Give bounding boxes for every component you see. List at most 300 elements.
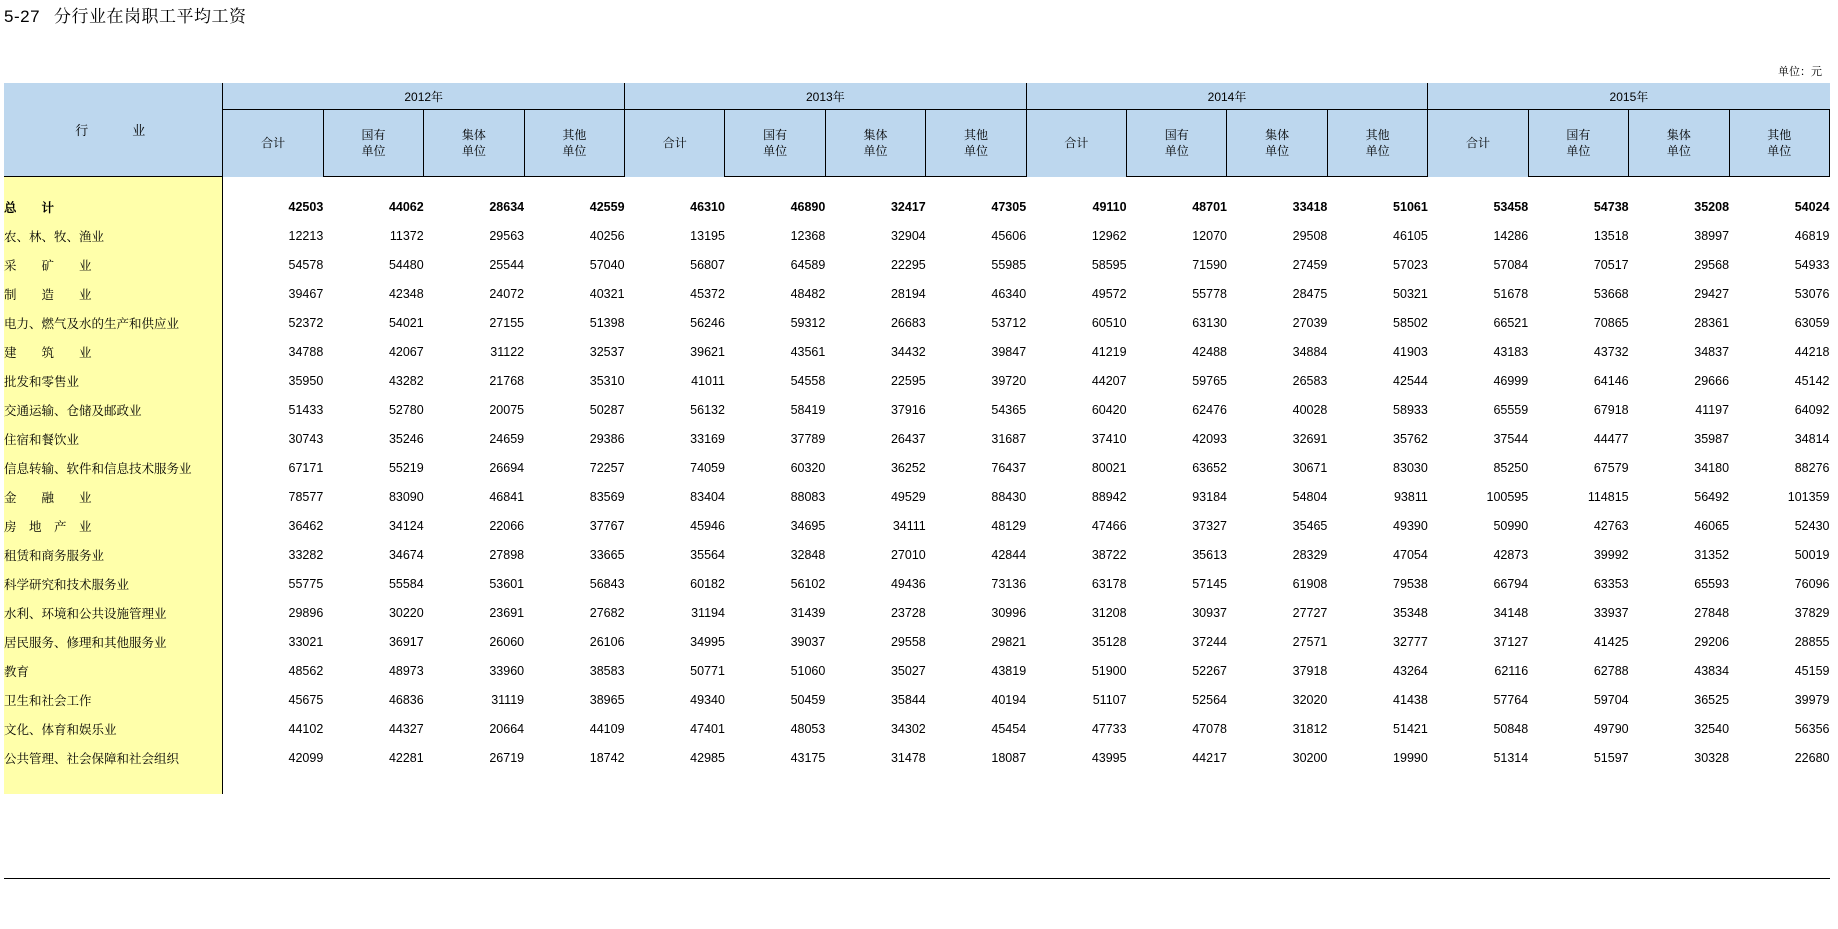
row-value-cell: 29896: [288, 605, 324, 620]
row-value-cell: 37410: [1091, 431, 1127, 446]
row-value-cell: 41903: [1393, 344, 1428, 359]
row-value-cell: 51678: [1493, 286, 1529, 301]
row-value-cell: 114815: [1587, 489, 1629, 504]
row-value-cell: 66794: [1493, 576, 1529, 591]
row-value-cell: 48482: [790, 286, 826, 301]
row-value-cell: 46890: [790, 199, 826, 214]
subheader-2013-state: 国有 单位: [725, 110, 825, 177]
row-value-cell: 29206: [1694, 634, 1730, 649]
row-value-cell: 43819: [991, 663, 1027, 678]
row-value-cell: 32537: [589, 344, 625, 359]
row-value-cell: 37327: [1192, 518, 1227, 533]
row-value-cell: 59765: [1192, 373, 1227, 388]
row-value-cell: 44062: [388, 199, 424, 214]
row-value-cell: 30937: [1192, 605, 1227, 620]
row-value-cell: 34111: [892, 518, 926, 533]
row-value-cell: 35465: [1292, 518, 1328, 533]
row-value-cell: 29666: [1694, 373, 1730, 388]
row-value-cell: 76096: [1794, 576, 1830, 591]
row-value-cell: 72257: [589, 460, 625, 475]
row-value-cell: 34180: [1694, 460, 1730, 475]
header-year-2012: 2012年: [223, 83, 625, 110]
row-value-cell: 41425: [1593, 634, 1629, 649]
row-value-cell: 51900: [1091, 663, 1127, 678]
row-value-cell: 35246: [388, 431, 424, 446]
row-value-cell: 27682: [589, 605, 625, 620]
row-value-cell: 50771: [690, 663, 725, 678]
row-value-cell: 29427: [1694, 286, 1730, 301]
table-row: [4, 337, 1830, 366]
row-value-cell: 29558: [890, 634, 926, 649]
row-value-cell: 26060: [489, 634, 525, 649]
row-value-cell: 57023: [1393, 257, 1428, 272]
row-value-cell: 36462: [288, 518, 324, 533]
row-value-cell: 44327: [388, 721, 424, 736]
row-value-cell: 47305: [991, 199, 1027, 214]
row-value-cell: 35762: [1393, 431, 1428, 446]
row-value-cell: 39467: [288, 286, 324, 301]
row-value-cell: 38722: [1091, 547, 1127, 562]
table-body: [4, 177, 1830, 795]
row-value-cell: 25544: [489, 257, 525, 272]
row-value-cell: 42067: [388, 344, 424, 359]
row-value-cell: 56807: [690, 257, 725, 272]
row-value-cell: 51314: [1493, 750, 1529, 765]
table-row: [4, 598, 1830, 627]
row-value-cell: 67918: [1593, 402, 1629, 417]
row-value-cell: 35987: [1694, 431, 1730, 446]
row-value-cell: 49529: [890, 489, 926, 504]
row-value-cell: 52780: [388, 402, 424, 417]
header-year-2013: 2013年: [625, 83, 1027, 110]
row-value-cell: 60510: [1091, 315, 1127, 330]
row-value-cell: 93184: [1192, 489, 1227, 504]
row-industry-label: 教育: [4, 656, 223, 685]
row-value-cell: 65559: [1493, 402, 1529, 417]
row-value-cell: 59704: [1593, 692, 1629, 707]
row-value-cell: 51060: [790, 663, 826, 678]
row-value-cell: 54480: [388, 257, 424, 272]
row-value-cell: 32020: [1292, 692, 1328, 707]
row-value-cell: 55778: [1192, 286, 1227, 301]
row-value-cell: 27571: [1292, 634, 1328, 649]
wage-table: [4, 83, 1830, 794]
row-value-cell: 54804: [1292, 489, 1328, 504]
header-year-2014: 2014年: [1026, 83, 1428, 110]
header-year-2015: 2015年: [1428, 83, 1830, 110]
row-value-cell: 37767: [589, 518, 625, 533]
row-value-cell: 42559: [589, 199, 625, 214]
table-row: [4, 714, 1830, 743]
row-value-cell: 31478: [890, 750, 926, 765]
header-gap-row: [4, 177, 1830, 193]
row-value-cell: 26683: [890, 315, 926, 330]
row-value-cell: 54738: [1593, 199, 1629, 214]
row-value-cell: 37244: [1192, 634, 1227, 649]
subheader-2014-state: 国有 单位: [1127, 110, 1227, 177]
row-value-cell: 34124: [388, 518, 424, 533]
row-value-cell: 29563: [489, 228, 525, 243]
subheader-2013-collective: 集体 单位: [825, 110, 925, 177]
row-value-cell: 57040: [589, 257, 625, 272]
bottom-rule: [4, 878, 1830, 879]
subheader-2012-collective: 集体 单位: [424, 110, 524, 177]
row-value-cell: 36252: [890, 460, 926, 475]
row-value-cell: 51398: [589, 315, 625, 330]
row-industry-label: 建 筑 业: [4, 337, 223, 366]
row-value-cell: 28329: [1292, 547, 1328, 562]
table-row: [4, 540, 1830, 569]
row-value-cell: 80021: [1091, 460, 1127, 475]
row-value-cell: 54933: [1794, 257, 1830, 272]
row-value-cell: 49110: [1092, 199, 1127, 214]
row-value-cell: 18087: [991, 750, 1027, 765]
row-value-cell: 45675: [288, 692, 324, 707]
table-row: [4, 569, 1830, 598]
row-value-cell: 48562: [288, 663, 324, 678]
row-value-cell: 37918: [1292, 663, 1328, 678]
row-value-cell: 32417: [890, 199, 926, 214]
row-value-cell: 33665: [589, 547, 625, 562]
row-value-cell: 31208: [1091, 605, 1127, 620]
row-value-cell: 61908: [1292, 576, 1328, 591]
row-value-cell: 46340: [991, 286, 1027, 301]
row-value-cell: 47733: [1091, 721, 1127, 736]
row-value-cell: 28361: [1694, 315, 1730, 330]
row-value-cell: 71590: [1192, 257, 1227, 272]
row-value-cell: 70865: [1593, 315, 1629, 330]
row-value-cell: 59312: [790, 315, 826, 330]
row-value-cell: 39992: [1593, 547, 1629, 562]
subheader-2013-other: 其他 单位: [926, 110, 1026, 177]
row-value-cell: 56246: [690, 315, 725, 330]
row-value-cell: 32691: [1292, 431, 1328, 446]
row-value-cell: 49572: [1091, 286, 1127, 301]
row-industry-label: 交通运输、仓储及邮政业: [4, 395, 223, 424]
row-value-cell: 52372: [288, 315, 324, 330]
row-value-cell: 39847: [991, 344, 1027, 359]
row-value-cell: 34995: [690, 634, 725, 649]
row-value-cell: 26719: [489, 750, 525, 765]
row-industry-label: 文化、体育和娱乐业: [4, 714, 223, 743]
row-value-cell: 29386: [589, 431, 625, 446]
row-industry-label: 批发和零售业: [4, 366, 223, 395]
gap-industry-cell: [4, 177, 223, 193]
row-value-cell: 51597: [1593, 750, 1629, 765]
row-value-cell: 65593: [1694, 576, 1730, 591]
row-value-cell: 31194: [691, 605, 725, 620]
subheader-2014-collective: 集体 单位: [1227, 110, 1327, 177]
row-value-cell: 26437: [890, 431, 926, 446]
table-row: [4, 250, 1830, 279]
row-value-cell: 55219: [388, 460, 424, 475]
row-value-cell: 30671: [1292, 460, 1328, 475]
row-value-cell: 41438: [1393, 692, 1428, 707]
row-value-cell: 32904: [890, 228, 926, 243]
row-value-cell: 11372: [389, 228, 424, 243]
row-value-cell: 50990: [1493, 518, 1529, 533]
row-value-cell: 35310: [589, 373, 625, 388]
row-value-cell: 33021: [288, 634, 324, 649]
row-value-cell: 47466: [1091, 518, 1127, 533]
row-value-cell: 48053: [790, 721, 826, 736]
row-value-cell: 64092: [1794, 402, 1830, 417]
row-value-cell: 53458: [1493, 199, 1529, 214]
subheader-2012-other: 其他 单位: [524, 110, 624, 177]
row-value-cell: 27459: [1292, 257, 1328, 272]
subheader-2012-total: 合计: [223, 110, 323, 177]
row-value-cell: 39037: [790, 634, 826, 649]
row-value-cell: 34695: [790, 518, 826, 533]
row-value-cell: 12070: [1192, 228, 1227, 243]
row-value-cell: 53668: [1593, 286, 1629, 301]
row-value-cell: 53076: [1794, 286, 1830, 301]
row-value-cell: 50019: [1794, 547, 1830, 562]
subheader-2015-other: 其他 单位: [1729, 110, 1829, 177]
tail-industry-cell: [4, 772, 223, 794]
row-value-cell: 37916: [890, 402, 926, 417]
row-value-cell: 67579: [1593, 460, 1629, 475]
row-value-cell: 52267: [1192, 663, 1227, 678]
row-value-cell: 64589: [790, 257, 826, 272]
row-value-cell: 67171: [288, 460, 324, 475]
row-value-cell: 28475: [1292, 286, 1328, 301]
table-row: [4, 424, 1830, 453]
row-value-cell: 55584: [388, 576, 424, 591]
row-value-cell: 54558: [790, 373, 826, 388]
row-value-cell: 51107: [1092, 692, 1127, 707]
row-value-cell: 85250: [1493, 460, 1529, 475]
row-value-cell: 22595: [890, 373, 926, 388]
row-value-cell: 35027: [890, 663, 926, 678]
row-value-cell: 50321: [1393, 286, 1428, 301]
row-value-cell: 27010: [890, 547, 926, 562]
row-industry-label: 采 矿 业: [4, 250, 223, 279]
row-industry-label: 总 计: [4, 192, 223, 221]
row-value-cell: 63652: [1192, 460, 1227, 475]
row-value-cell: 42873: [1493, 547, 1529, 562]
row-value-cell: 34837: [1694, 344, 1730, 359]
row-value-cell: 39621: [690, 344, 725, 359]
row-value-cell: 45159: [1794, 663, 1830, 678]
year-header-row: [4, 83, 1830, 110]
row-value-cell: 44217: [1192, 750, 1227, 765]
row-value-cell: 48129: [991, 518, 1027, 533]
table-row: [4, 627, 1830, 656]
row-value-cell: 34432: [890, 344, 926, 359]
row-industry-label: 住宿和餐饮业: [4, 424, 223, 453]
row-value-cell: 34884: [1292, 344, 1328, 359]
row-value-cell: 31352: [1694, 547, 1730, 562]
row-industry-label: 卫生和社会工作: [4, 685, 223, 714]
row-industry-label: 电力、燃气及水的生产和供应业: [4, 308, 223, 337]
row-value-cell: 45142: [1794, 373, 1830, 388]
row-value-cell: 40194: [991, 692, 1027, 707]
row-value-cell: 41197: [1695, 402, 1730, 417]
row-value-cell: 38997: [1694, 228, 1730, 243]
row-value-cell: 54021: [388, 315, 424, 330]
row-value-cell: 88430: [991, 489, 1027, 504]
row-value-cell: 33937: [1593, 605, 1629, 620]
row-value-cell: 20664: [489, 721, 525, 736]
row-value-cell: 23691: [489, 605, 525, 620]
row-value-cell: 58933: [1393, 402, 1428, 417]
row-value-cell: 50287: [589, 402, 625, 417]
subheader-2014-total: 合计: [1026, 110, 1126, 177]
row-value-cell: 56843: [589, 576, 625, 591]
row-value-cell: 46065: [1694, 518, 1730, 533]
row-value-cell: 24659: [489, 431, 525, 446]
row-value-cell: 44207: [1091, 373, 1127, 388]
row-value-cell: 33960: [489, 663, 525, 678]
row-industry-label: 房 地 产 业: [4, 511, 223, 540]
table-row: [4, 685, 1830, 714]
row-value-cell: 39979: [1794, 692, 1830, 707]
row-value-cell: 43995: [1091, 750, 1127, 765]
row-value-cell: 14286: [1493, 228, 1529, 243]
row-value-cell: 42488: [1192, 344, 1227, 359]
row-value-cell: 79538: [1393, 576, 1428, 591]
row-value-cell: 57764: [1493, 692, 1529, 707]
row-value-cell: 43175: [790, 750, 826, 765]
row-value-cell: 45946: [690, 518, 725, 533]
row-value-cell: 47054: [1393, 547, 1428, 562]
row-value-cell: 35564: [690, 547, 725, 562]
row-value-cell: 43264: [1393, 663, 1428, 678]
row-value-cell: 54578: [288, 257, 324, 272]
row-value-cell: 13195: [690, 228, 725, 243]
row-value-cell: 63178: [1091, 576, 1127, 591]
row-value-cell: 34814: [1794, 431, 1830, 446]
row-value-cell: 23728: [890, 605, 926, 620]
row-value-cell: 50459: [790, 692, 826, 707]
row-value-cell: 27039: [1292, 315, 1328, 330]
row-value-cell: 51061: [1393, 199, 1428, 214]
row-value-cell: 19990: [1393, 750, 1428, 765]
row-value-cell: 45454: [991, 721, 1027, 736]
row-value-cell: 60182: [690, 576, 725, 591]
row-value-cell: 45606: [991, 228, 1027, 243]
row-value-cell: 30220: [388, 605, 424, 620]
subheader-2015-collective: 集体 单位: [1629, 110, 1729, 177]
row-value-cell: 28855: [1794, 634, 1830, 649]
unit-note: 单位：元: [1778, 66, 1822, 78]
table-number: 5-27: [4, 7, 41, 26]
row-value-cell: 12368: [790, 228, 826, 243]
row-value-cell: 70517: [1593, 257, 1629, 272]
row-value-cell: 42763: [1593, 518, 1629, 533]
row-industry-label: 科学研究和技术服务业: [4, 569, 223, 598]
row-value-cell: 62788: [1593, 663, 1629, 678]
row-value-cell: 38965: [589, 692, 625, 707]
row-value-cell: 42503: [288, 199, 324, 214]
sub-header-row: [4, 110, 1830, 177]
row-value-cell: 51433: [288, 402, 324, 417]
table-row: [4, 279, 1830, 308]
table-row: [4, 366, 1830, 395]
page-title: [4, 2, 247, 27]
row-value-cell: 78577: [288, 489, 324, 504]
row-value-cell: 46836: [388, 692, 424, 707]
row-value-cell: 49790: [1593, 721, 1629, 736]
row-value-cell: 101359: [1787, 489, 1830, 504]
table-title-text: 分行业在岗职工平均工资: [54, 7, 247, 26]
row-value-cell: 37789: [790, 431, 826, 446]
row-value-cell: 44218: [1794, 344, 1830, 359]
row-value-cell: 51421: [1393, 721, 1428, 736]
table-tail-row: [4, 772, 1830, 794]
row-value-cell: 26583: [1292, 373, 1328, 388]
row-value-cell: 42348: [388, 286, 424, 301]
row-value-cell: 62116: [1494, 663, 1529, 678]
row-value-cell: 28194: [890, 286, 926, 301]
row-value-cell: 26106: [589, 634, 625, 649]
row-value-cell: 46105: [1393, 228, 1428, 243]
table-row: [4, 221, 1830, 250]
row-value-cell: 56132: [690, 402, 725, 417]
row-value-cell: 30743: [288, 431, 324, 446]
row-value-cell: 24072: [489, 286, 525, 301]
row-value-cell: 31812: [1292, 721, 1328, 736]
row-value-cell: 54024: [1794, 199, 1830, 214]
row-value-cell: 49436: [890, 576, 926, 591]
row-value-cell: 35844: [890, 692, 926, 707]
row-value-cell: 45372: [690, 286, 725, 301]
row-value-cell: 43183: [1493, 344, 1529, 359]
row-value-cell: 62476: [1192, 402, 1227, 417]
row-value-cell: 76437: [991, 460, 1027, 475]
row-industry-label: 金 融 业: [4, 482, 223, 511]
row-value-cell: 42844: [991, 547, 1027, 562]
row-value-cell: 31687: [991, 431, 1027, 446]
row-value-cell: 53712: [991, 315, 1027, 330]
row-value-cell: 27898: [489, 547, 525, 562]
row-value-cell: 33169: [690, 431, 725, 446]
row-value-cell: 33282: [288, 547, 324, 562]
table-row: [4, 482, 1830, 511]
row-value-cell: 88942: [1091, 489, 1127, 504]
row-value-cell: 27727: [1292, 605, 1328, 620]
row-value-cell: 21768: [489, 373, 525, 388]
row-value-cell: 88083: [790, 489, 826, 504]
row-value-cell: 60320: [790, 460, 826, 475]
row-value-cell: 33418: [1292, 199, 1328, 214]
row-value-cell: 48701: [1192, 199, 1227, 214]
subheader-2013-total: 合计: [625, 110, 725, 177]
row-value-cell: 48973: [388, 663, 424, 678]
header-industry: 行 业: [4, 83, 223, 177]
table-row: [4, 192, 1830, 221]
row-value-cell: 30996: [991, 605, 1027, 620]
row-value-cell: 56356: [1794, 721, 1830, 736]
row-value-cell: 100595: [1486, 489, 1529, 504]
row-value-cell: 83090: [388, 489, 424, 504]
row-value-cell: 29568: [1694, 257, 1730, 272]
row-value-cell: 44102: [288, 721, 324, 736]
table-row: [4, 395, 1830, 424]
row-value-cell: 40321: [589, 286, 625, 301]
row-value-cell: 36525: [1694, 692, 1730, 707]
row-value-cell: 37829: [1794, 605, 1830, 620]
table-row: [4, 743, 1830, 772]
row-value-cell: 54365: [991, 402, 1027, 417]
row-value-cell: 57084: [1493, 257, 1529, 272]
row-value-cell: 40028: [1292, 402, 1328, 417]
row-value-cell: 83569: [589, 489, 625, 504]
row-value-cell: 55985: [991, 257, 1027, 272]
row-value-cell: 31439: [790, 605, 826, 620]
subheader-2015-state: 国有 单位: [1528, 110, 1628, 177]
